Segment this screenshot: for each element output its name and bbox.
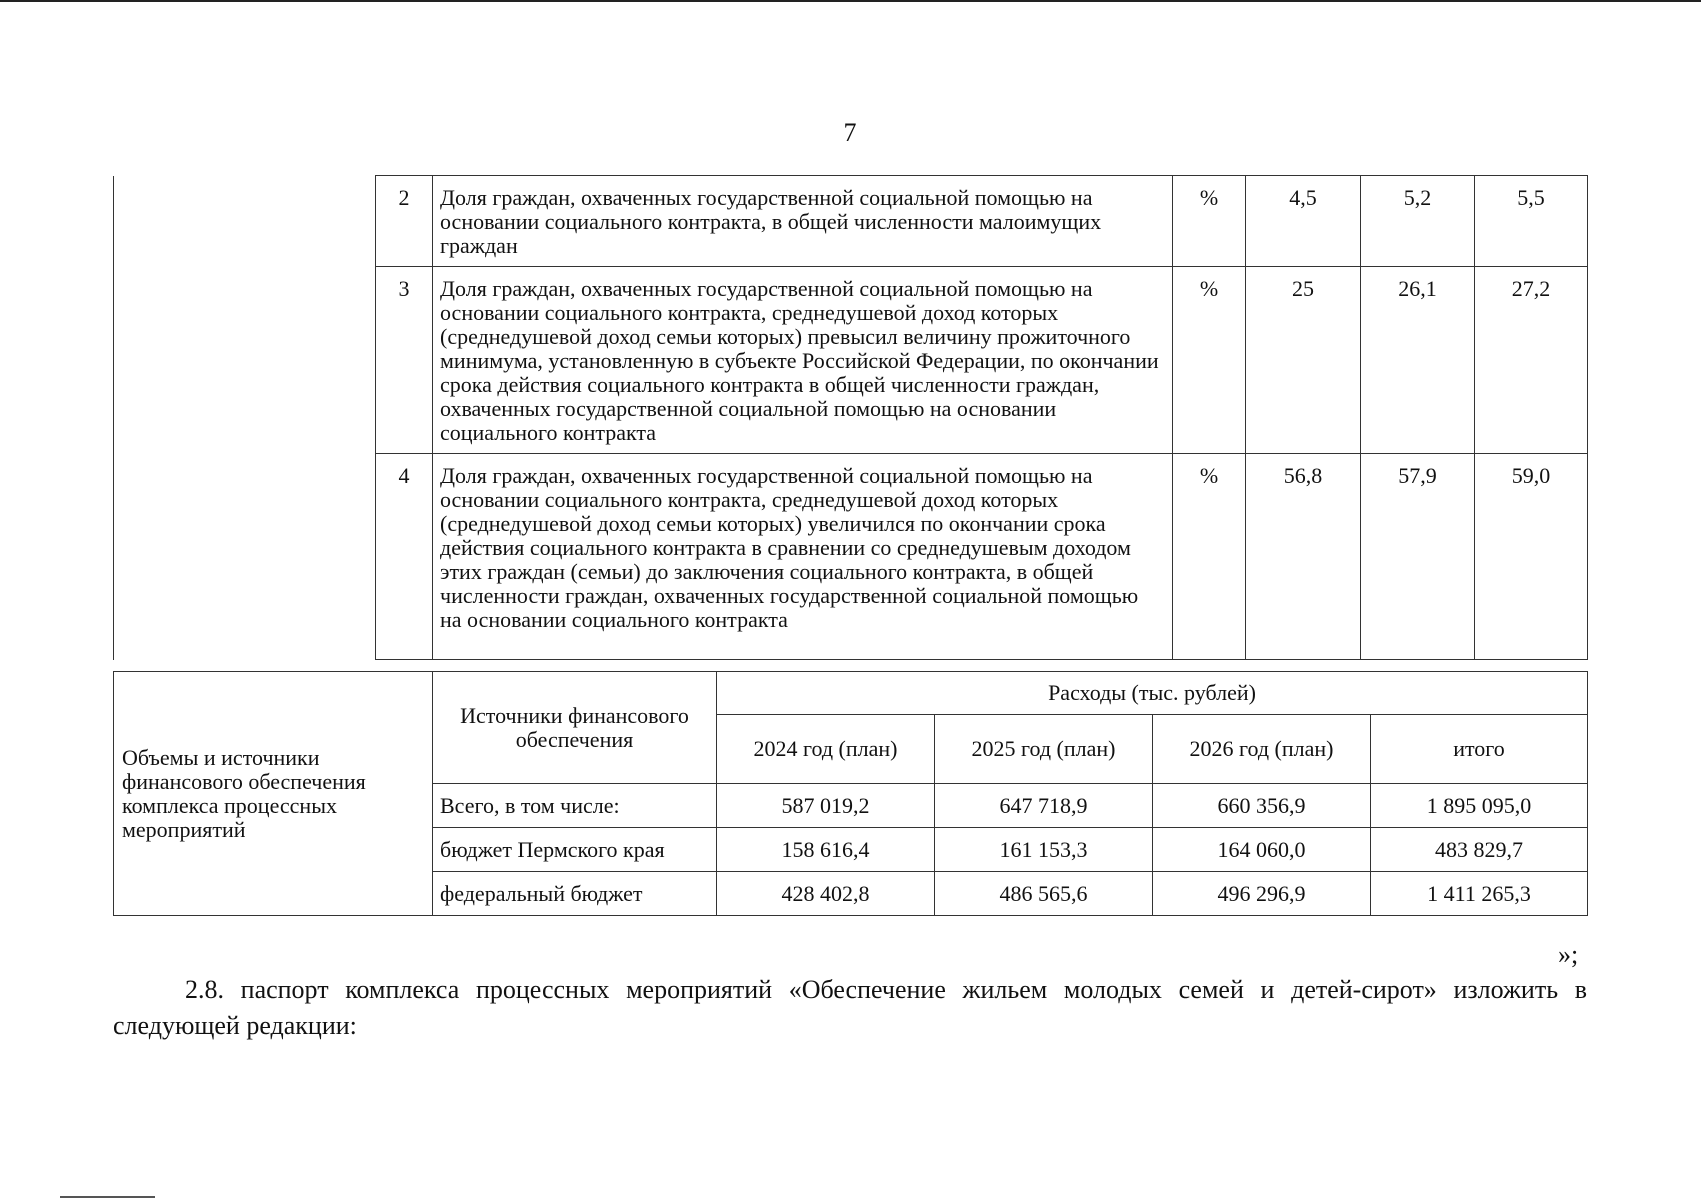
row-name: федеральный бюджет [433,872,717,916]
indicator-unit: % [1173,176,1246,267]
indicators-table [113,175,1588,660]
year-header-2026: 2026 год (план) [1153,715,1371,784]
indicator-value-3: 27,2 [1475,267,1588,454]
merged-blank-cell [114,176,376,660]
indicator-text: Доля граждан, охваченных государственной социальной помощью на основании социального контракта, среднедушевой доход которых (среднедушевой доход семьи которых) превысил величину прожиточного минимума, установленную в субъекте Российской Федерации, по окончании срока действия социального контракта в общей численности граждан, охваченных государственной социальной помощью на основании социального контракта [433,267,1173,454]
indicator-number: 3 [376,267,433,454]
value-2024: 158 616,4 [717,828,935,872]
indicator-value-2: 5,2 [1361,176,1475,267]
closing-quote: »; [1558,940,1579,969]
indicator-value-1: 25 [1246,267,1361,454]
value-total: 1 411 265,3 [1371,872,1588,916]
page-number: 7 [843,118,857,147]
expenses-header: Расходы (тыс. рублей) [717,672,1588,715]
body-paragraph: 2.8. паспорт комплекса процессных мероприятий «Обеспечение жильем молодых семей и детей-сирот» изложить в следующей редакции: [113,975,1587,1040]
finance-label: Объемы и источники финансового обеспечения комплекса процессных мероприятий [114,672,433,916]
indicator-number: 4 [376,454,433,660]
indicator-value-1: 4,5 [1246,176,1361,267]
indicator-number: 2 [376,176,433,267]
table-row [114,176,1588,267]
row-name: Всего, в том числе: [433,784,717,828]
value-2025: 647 718,9 [935,784,1153,828]
page-top-border [0,0,1701,2]
finance-table [113,671,1588,916]
row-name: бюджет Пермского края [433,828,717,872]
indicator-value-2: 26,1 [1361,267,1475,454]
value-2026: 496 296,9 [1153,872,1371,916]
indicator-value-1: 56,8 [1246,454,1361,660]
footer-scan-mark [60,1196,155,1198]
indicator-value-3: 59,0 [1475,454,1588,660]
value-2025: 486 565,6 [935,872,1153,916]
indicator-text: Доля граждан, охваченных государственной социальной помощью на основании социального контракта, среднедушевой доход которых (среднедушевой доход семьи которых) увеличился по окончании срока действия социального контракта в сравнении со среднедушевым доходом этих граждан (семьи) до заключения социального контракта, в общей численности граждан, охваченных государственной социальной помощью на основании социального контракта [433,454,1173,660]
value-2024: 428 402,8 [717,872,935,916]
value-2025: 161 153,3 [935,828,1153,872]
indicator-text: Доля граждан, охваченных государственной социальной помощью на основании социального контракта, в общей численности малоимущих граждан [433,176,1173,267]
total-header: итого [1371,715,1588,784]
value-2024: 587 019,2 [717,784,935,828]
value-total: 1 895 095,0 [1371,784,1588,828]
value-total: 483 829,7 [1371,828,1588,872]
value-2026: 660 356,9 [1153,784,1371,828]
indicator-unit: % [1173,267,1246,454]
sources-header: Источники финансового обеспечения [433,672,717,784]
table-row [114,672,1588,715]
indicator-value-2: 57,9 [1361,454,1475,660]
indicator-unit: % [1173,454,1246,660]
value-2026: 164 060,0 [1153,828,1371,872]
indicator-value-3: 5,5 [1475,176,1588,267]
year-header-2025: 2025 год (план) [935,715,1153,784]
year-header-2024: 2024 год (план) [717,715,935,784]
